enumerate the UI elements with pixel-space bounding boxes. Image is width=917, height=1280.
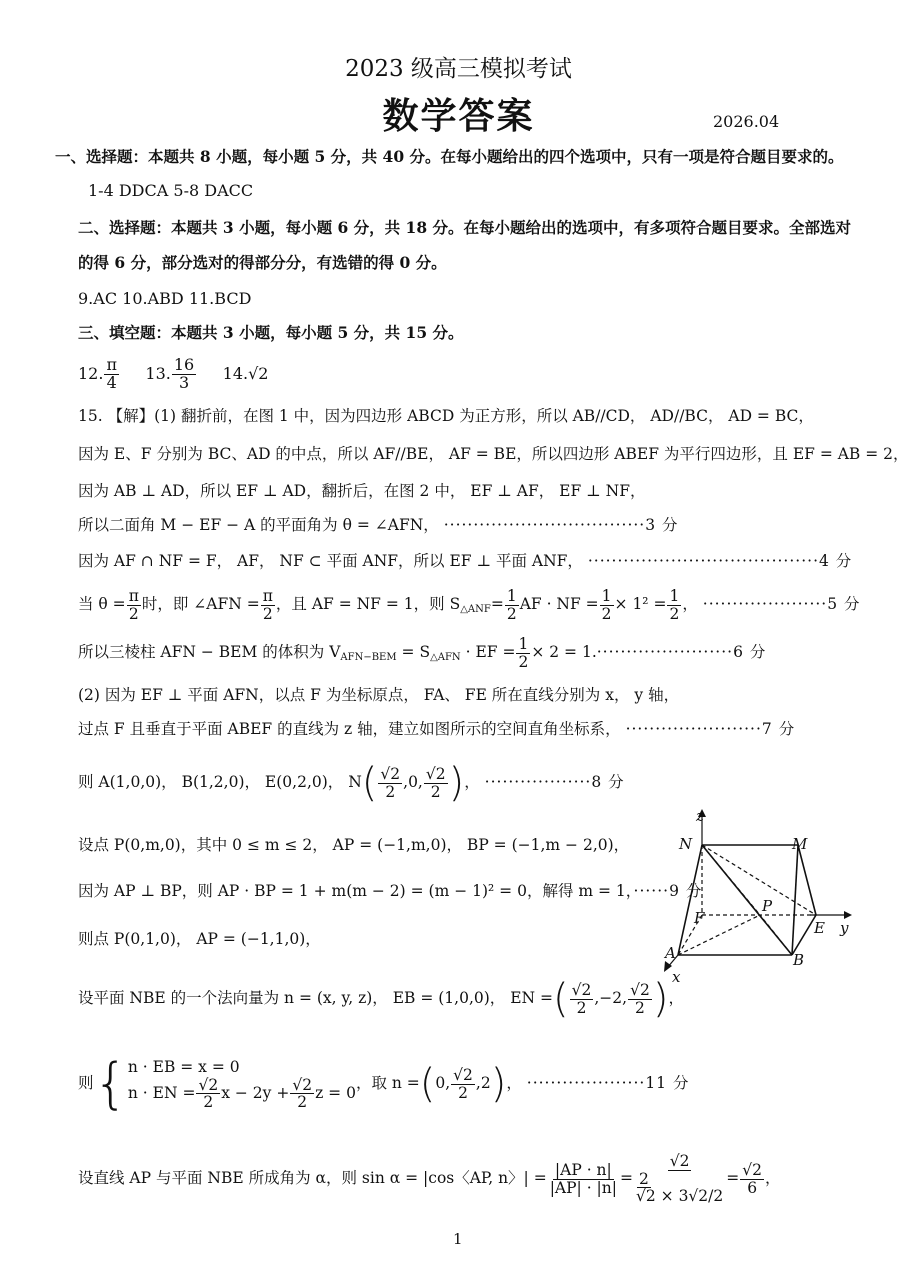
- sol15-line1: 15. 【解】(1) 翻折前，在图 1 中，因为四边形 ABCD 为正方形，所以 AB//CD， AD//BC， AD = BC，: [78, 407, 814, 425]
- sol15-line9: 过点 F 且垂直于平面 ABEF 的直线为 z 轴，建立如图所示的空间直角坐标系， ·······················7 分: [78, 720, 796, 738]
- score-8: ··················8 分: [484, 773, 625, 791]
- sol15-line6: 当 θ = $\frac{\pi}{2}$ 时，即 ∠AFN = $\frac{\pi}{2}$ ，且 AF = NF = 1，则 $S_{\triangle ANF}=$ $\frac{1}{2}$ AF · NF = $\frac{1}{2}$ × 1² = $\frac{1}{2}$ ， ·····················5 分: [78, 587, 861, 623]
- score-6: ·······················6 分: [596, 643, 767, 661]
- label-z: z: [696, 807, 704, 825]
- sol15-line4: 所以二面角 M − EF − A 的平面角为 θ = ∠AFN， ··································3 分: [78, 516, 679, 534]
- score-11: ····················11 分: [526, 1074, 690, 1092]
- sol15-line15: 则{ n · EB = x = 0 n · EN = $\frac{√2}{2}$ x − 2y + $\frac{√2}{2}$ z = 0 ，取 n =(0, $\frac{√2}{2}$ ,2)， ····················11 分: [78, 1052, 690, 1115]
- section1-answers: 1-4 DDCA 5-8 DACC: [88, 181, 254, 200]
- exam-title: 2023 级高三模拟考试: [345, 56, 572, 82]
- label-B: B: [793, 951, 805, 969]
- score-9: ······9 分: [633, 882, 703, 900]
- label-F: F: [694, 909, 705, 927]
- label-N: N: [679, 835, 693, 853]
- q13-label: 13.: [145, 364, 171, 383]
- score-3: ··································3 分: [443, 516, 679, 534]
- score-4: ·······································4 分: [587, 552, 853, 570]
- q12-label: 12.: [78, 364, 104, 383]
- sol15-line2: 因为 E、F 分别为 BC、AD 的中点，所以 AF//BE， AF = BE，所以四边形 ABEF 为平行四边形，且 EF = AB = 2，: [78, 445, 909, 463]
- prism-figure: [650, 805, 860, 990]
- sol15-line16: 设直线 AP 与平面 NBE 所成角为 α，则 sin α = |cos〈AP, n〉| = $\frac{|AP \cdot n|}{|AP| \cdot |n|}$ = √2 2 √2 × 3√2/2 = $\frac{√2}{6}$ ，: [78, 1152, 781, 1206]
- sol15-line3: 因为 AB ⊥ AD，所以 EF ⊥ AD，翻折后，在图 2 中， EF ⊥ AF， EF ⊥ NF，: [78, 482, 646, 500]
- q12-answer: $\frac{\pi}{4}$: [106, 355, 117, 392]
- exam-date: 2026.04: [713, 112, 780, 131]
- sol15-line11: 设点 P(0,m,0)，其中 0 ≤ m ≤ 2， AP = (−1,m,0)， BP = (−1,m − 2,0)，: [78, 836, 630, 854]
- sol15-line14: 设平面 NBE 的一个法向量为 n = (x, y, z)， EB = (1,0,0)， EN =( $\frac{√2}{2}$ ,−2, $\frac{√2}{2}$ )，: [78, 976, 684, 1022]
- q13-answer: $\frac{16}{3}$: [173, 355, 195, 392]
- sol15-line13: 则点 P(0,1,0)， AP = (−1,1,0)，: [78, 930, 321, 948]
- sol15-line10: 则 A(1,0,0)， B(1,2,0)， E(0,2,0)， N( $\frac{√2}{2}$ ,0, $\frac{√2}{2}$ )， ··················8 分: [78, 760, 625, 806]
- section1-heading: 一、选择题：本题共 8 小题，每小题 5 分，共 40 分。在每小题给出的四个选项中，只有一项是符合题目要求的。: [55, 147, 844, 166]
- score-7: ·······················7 分: [625, 720, 796, 738]
- page-number: 1: [453, 1230, 463, 1248]
- label-E: E: [814, 919, 825, 937]
- label-P: P: [762, 897, 773, 915]
- q14-answer: √2: [248, 364, 269, 383]
- section3-heading: 三、填空题：本题共 3 小题，每小题 5 分，共 15 分。: [78, 323, 464, 342]
- sol15-line7: 所以三棱柱 AFN − BEM 的体积为 $V_{AFN-BEM} = S_{\triangle AFN}$ · EF = $\frac{1}{2}$ × 2 = 1.·······················6 分: [78, 635, 767, 671]
- section2-heading-line1: 二、选择题：本题共 3 小题，每小题 6 分，共 18 分。在每小题给出的选项中，有多项符合题目要求。全部选对: [78, 218, 852, 237]
- sol15-line12: 因为 AP ⊥ BP，则 AP · BP = 1 + m(m − 2) = (m − 1)² = 0，解得 m = 1，······9 分: [78, 882, 703, 900]
- system-eq2: n · EN = $\frac{√2}{2}$ x − 2y + $\frac{√2}{2}$ z = 0: [127, 1075, 356, 1111]
- score-5: ·····················5 分: [702, 595, 861, 613]
- sol15-line8: (2) 因为 EF ⊥ 平面 AFN，以点 F 为坐标原点， FA、 FE 所在直线分别为 x， y 轴，: [78, 686, 680, 704]
- sol15-line5: 因为 AF ∩ NF = F， AF， NF ⊂ 平面 ANF，所以 EF ⊥ 平面 ANF， ·······································4 分: [78, 552, 853, 570]
- y-axis-arrow: [844, 911, 852, 919]
- section2-answers: 9.AC 10.ABD 11.BCD: [78, 289, 252, 308]
- section2-heading-line2: 的得 6 分，部分选对的得部分分，有选错的得 0 分。: [78, 253, 447, 272]
- label-M: M: [792, 835, 808, 853]
- section3-answers: [78, 354, 268, 394]
- label-A: A: [665, 944, 676, 962]
- system-eq1: n · EB = x = 0: [127, 1057, 240, 1076]
- label-y: y: [840, 919, 849, 937]
- q14-label: 14.: [222, 364, 249, 383]
- subject-title: 数学答案: [382, 96, 535, 137]
- label-x: x: [672, 968, 681, 986]
